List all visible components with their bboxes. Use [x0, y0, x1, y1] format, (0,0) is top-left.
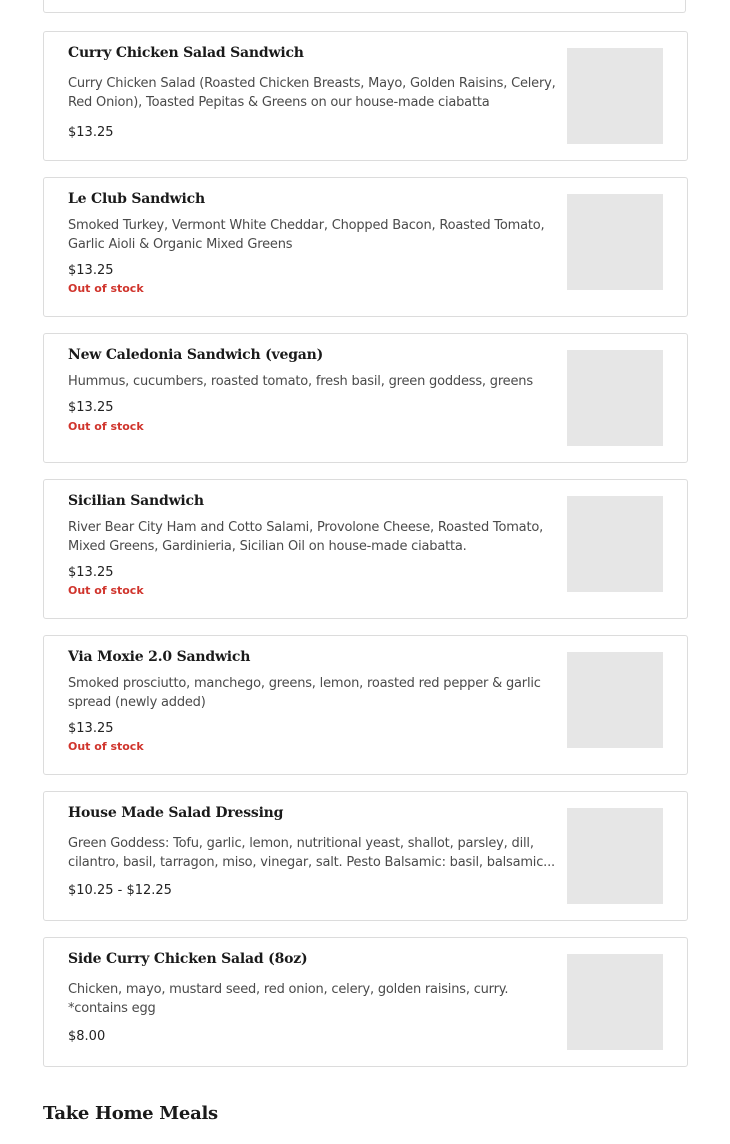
menu-item-image-placeholder: [567, 48, 663, 144]
menu-item-name: Side Curry Chicken Salad (8oz): [68, 951, 308, 967]
menu-item-card[interactable]: [43, 635, 688, 775]
menu-item-description: Smoked Turkey, Vermont White Cheddar, Chopped Bacon, Roasted Tomato, Garlic Aioli & Organic Mixed Greens: [68, 218, 545, 252]
menu-item-description: River Bear City Ham and Cotto Salami, Provolone Cheese, Roasted Tomato, Mixed Greens, Gardinieria, Sicilian Oil on house-made ciabatta.: [68, 520, 544, 554]
menu-item-card[interactable]: [43, 791, 688, 921]
menu-item-description: Hummus, cucumbers, roasted tomato, fresh basil, green goddess, greens: [68, 374, 533, 389]
menu-item-image-placeholder: [567, 350, 663, 446]
menu-item-name: Curry Chicken Salad Sandwich: [68, 45, 304, 61]
menu-item-image-placeholder: [567, 808, 663, 904]
menu-item-price: $13.25: [68, 400, 114, 415]
menu-item-description: Smoked prosciutto, manchego, greens, lemon, roasted red pepper & garlic spread (newly added): [68, 676, 541, 710]
menu-item-image-placeholder: [567, 954, 663, 1050]
menu-item-card[interactable]: [43, 479, 688, 619]
menu-item-image-placeholder: [567, 652, 663, 748]
menu-item-price: $13.25: [68, 721, 114, 736]
menu-item-name: House Made Salad Dressing: [68, 805, 284, 821]
menu-item-card[interactable]: [43, 31, 688, 161]
menu-item-image-placeholder: [567, 496, 663, 592]
out-of-stock-label: Out of stock: [68, 584, 144, 597]
menu-item-description: Chicken, mayo, mustard seed, red onion, celery, golden raisins, curry. *contains egg: [68, 982, 509, 1016]
menu-item-name: Le Club Sandwich: [68, 191, 205, 207]
menu-item-price: $13.25: [68, 263, 114, 278]
menu-item-card[interactable]: [43, 937, 688, 1067]
menu-item-price: $10.25 - $12.25: [68, 883, 172, 898]
menu-item-price: $13.25: [68, 565, 114, 580]
menu-item-price: $8.00: [68, 1029, 106, 1044]
menu-item-card[interactable]: [43, 177, 688, 317]
out-of-stock-label: Out of stock: [68, 420, 144, 433]
out-of-stock-label: Out of stock: [68, 740, 144, 753]
section-title-take-home-meals: Take Home Meals: [43, 1103, 218, 1124]
menu-item-image-placeholder: [567, 194, 663, 290]
menu-item-name: New Caledonia Sandwich (vegan): [68, 347, 324, 363]
menu-item-card[interactable]: [43, 333, 688, 463]
menu-item-description: Curry Chicken Salad (Roasted Chicken Breasts, Mayo, Golden Raisins, Celery, Red Onion), Toasted Pepitas & Greens on our house-made ciabatta: [68, 76, 556, 110]
out-of-stock-label: Out of stock: [68, 282, 144, 295]
menu-item-name: Sicilian Sandwich: [68, 493, 204, 509]
previous-menu-item-card[interactable]: [43, 0, 686, 13]
menu-item-name: Via Moxie 2.0 Sandwich: [68, 649, 251, 665]
menu-item-price: $13.25: [68, 125, 114, 140]
menu-item-description: Green Goddess: Tofu, garlic, lemon, nutritional yeast, shallot, parsley, dill, cilantro, basil, tarragon, miso, vinegar, salt. Pesto Balsamic: basil, balsamic...: [68, 836, 555, 870]
